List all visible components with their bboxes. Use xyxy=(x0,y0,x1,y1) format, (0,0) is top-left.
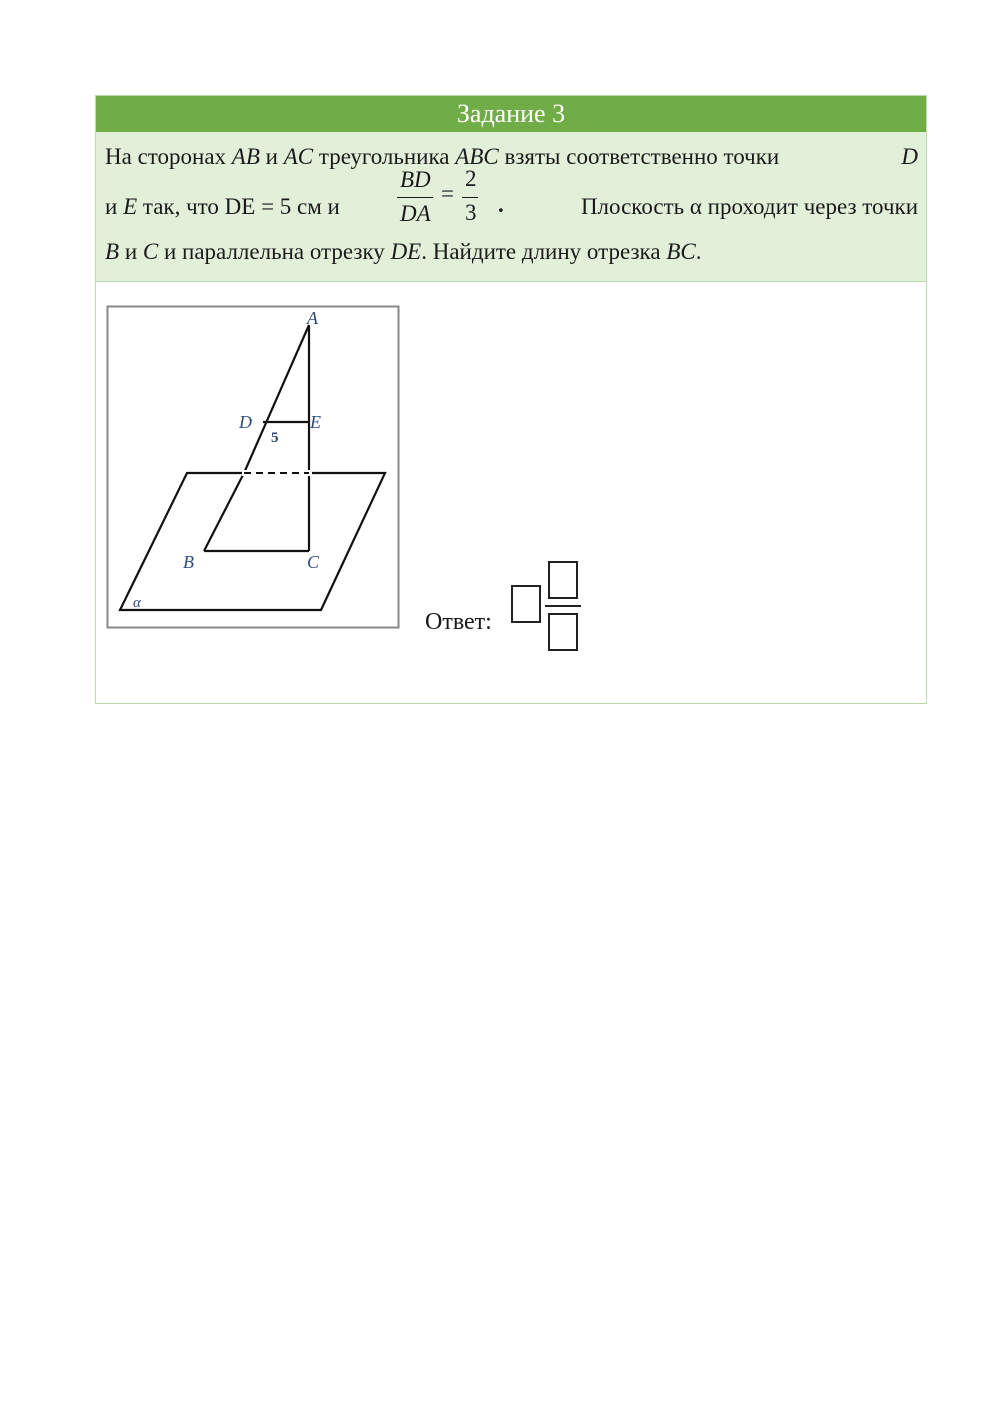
label-b: B xyxy=(183,552,194,572)
fraction-denominator: DA xyxy=(400,201,431,226)
label-c: C xyxy=(307,552,320,572)
geometry-figure xyxy=(106,304,401,629)
label-d: D xyxy=(239,412,252,432)
value-numerator: 2 xyxy=(465,166,477,191)
statement-line-1 xyxy=(105,144,918,170)
label-alpha: α xyxy=(133,595,141,611)
statement-text: и E так, что DE = 5 см и xyxy=(105,194,340,219)
statement-line-3: B и C и параллельна отрезку DE. Найдите длину отрезка BC. xyxy=(105,239,702,264)
task-card xyxy=(95,95,927,704)
statement-text: Плоскость α проходит через точки xyxy=(580,194,918,219)
equals-sign: = xyxy=(441,181,454,206)
answer-label: Ответ: xyxy=(425,609,492,635)
answer-denominator-input[interactable] xyxy=(548,613,578,651)
task-title: Задание 3 xyxy=(96,96,926,132)
task-statement xyxy=(96,132,926,282)
value-denominator: 3 xyxy=(465,200,477,225)
label-a: A xyxy=(307,308,318,328)
hidden-edge-mask xyxy=(242,470,312,476)
statement-text: На сторонах AB и AC треугольника ABC взяты соответственно точки xyxy=(105,144,780,169)
fraction-bar xyxy=(397,197,433,198)
answer-whole-input[interactable] xyxy=(511,585,541,623)
statement-line-2 xyxy=(105,166,918,244)
label-de-length: 5 xyxy=(271,430,279,446)
answer-numerator-input[interactable] xyxy=(548,561,578,599)
fraction-bar xyxy=(462,197,478,198)
figure-frame xyxy=(108,307,399,628)
fraction-numerator: BD xyxy=(400,167,431,192)
label-e: E xyxy=(310,412,321,432)
answer-fraction-bar xyxy=(545,605,581,607)
point-d-text: D xyxy=(901,144,918,169)
period: . xyxy=(498,192,504,217)
